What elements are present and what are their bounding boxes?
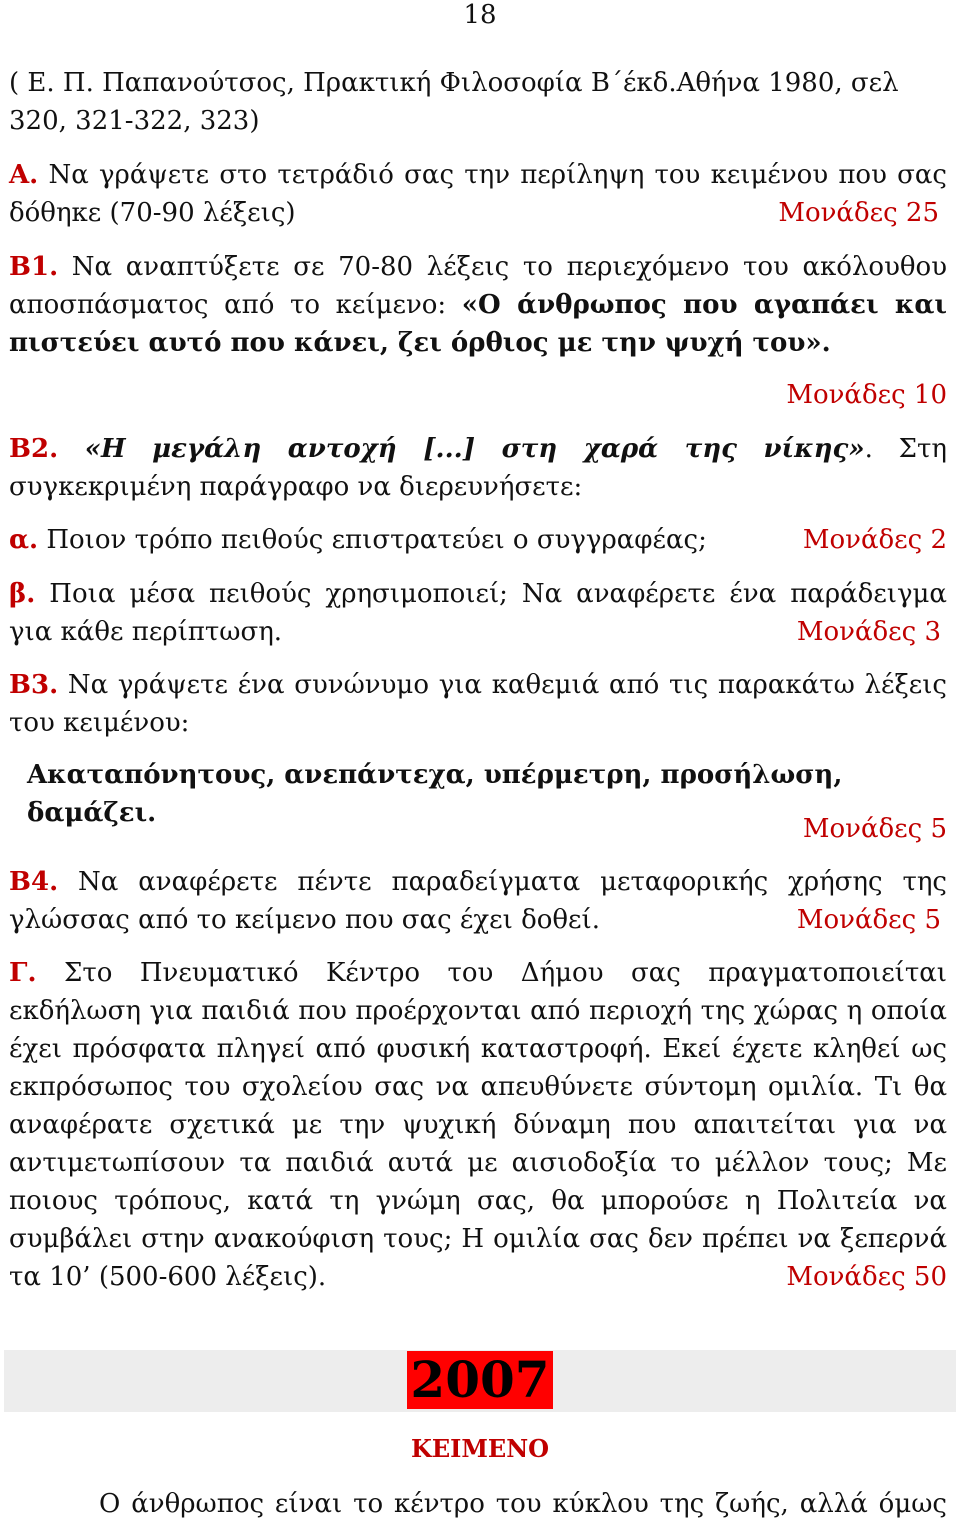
question-b2-a-label: α.	[9, 525, 39, 555]
year-heading: 2007	[0, 1351, 960, 1409]
text-heading: ΚΕΙΜΕΝΟ	[410, 1434, 550, 1463]
question-g-last-line: τα 10’ (500-600 λέξεις). Μονάδες 50	[9, 1258, 947, 1296]
question-b3-units: Μονάδες 5	[802, 814, 947, 844]
question-g-label: Γ.	[9, 958, 37, 988]
question-b4	[9, 863, 947, 939]
question-b1-label: Β1.	[9, 252, 59, 282]
question-b2-b-line-2: για κάθε περίπτωση. Μονάδες 3	[9, 613, 947, 651]
question-a-line-2: δόθηκε (70-90 λέξεις) Μονάδες 25	[9, 194, 947, 232]
question-b2-b	[9, 575, 947, 651]
question-b2-a-units: Μονάδες 2	[802, 525, 947, 555]
page-number: 18	[463, 0, 497, 30]
question-b2-b-label: β.	[9, 579, 36, 609]
question-b2-a-text: Ποιον τρόπο πειθούς επιστρατεύει ο συγγραφέας;	[38, 525, 707, 555]
question-b2-quote: «Η μεγάλη αντοχή [...] στη χαρά της νίκης»	[58, 434, 865, 464]
text-first-line: Ο άνθρωπος είναι το κέντρο του κύκλου της ζωής, αλλά όμως	[99, 1489, 947, 1519]
question-b4-label: Β4.	[9, 867, 59, 897]
question-b3-text: Να γράψετε ένα συνώνυμο για καθεμιά από τις παρακάτω λέξεις του κειμένου:	[9, 670, 947, 738]
question-b1-units-line	[9, 376, 947, 414]
question-b2-label: Β2.	[9, 434, 59, 464]
question-b3-units-line	[9, 810, 947, 848]
question-b4-line-1: Β4. Να αναφέρετε πέντε παραδείγματα μεταφορικής χρήσης της	[9, 867, 947, 897]
question-b1-units: Μονάδες 10	[786, 380, 947, 410]
question-b1-quote: «Ο άνθρωπος που αγαπάει και πιστεύει αυτό που κάνει, ζει όρθιος με την ψυχή του».	[9, 290, 948, 358]
question-b2-text: . Στη συγκεκριμένη παράγραφο να διερευνήσετε:	[9, 434, 947, 502]
question-a-line-1: Α. Να γράψετε στο τετράδιό σας την περίληψη του κειμένου που σας	[9, 160, 947, 190]
question-b4-units: Μονάδες 5	[796, 905, 941, 935]
question-b3-label: Β3.	[9, 670, 59, 700]
question-b2-b-line-1: β. Ποια μέσα πειθούς χρησιμοποιεί; Να αναφέρετε ένα παράδειγμα	[9, 579, 947, 609]
question-b2-a	[9, 521, 947, 559]
question-b2-b-units: Μονάδες 3	[796, 617, 941, 647]
question-b4-line-2: γλώσσας από το κείμενο που σας έχει δοθεί. Μονάδες 5	[9, 901, 947, 939]
citation-line-2: 320, 321-322, 323)	[9, 106, 260, 136]
citation	[9, 64, 947, 140]
question-g-units: Μονάδες 50	[786, 1262, 947, 1292]
question-b1	[9, 248, 947, 362]
question-a-label: Α.	[9, 160, 39, 190]
question-b3	[9, 666, 947, 742]
question-g	[9, 954, 947, 1296]
question-a-units: Μονάδες 25	[778, 198, 939, 228]
citation-line-1: ( Ε. Π. Παπανούτσος, Πρακτική Φιλοσοφία Β΄έκδ.Αθήνα 1980, σελ	[9, 68, 899, 98]
question-b1-text: Να αναπτύξετε σε 70-80 λέξεις το περιεχόμενο του ακόλουθου αποσπάσματος από το κείμενο:	[9, 252, 947, 320]
question-g-body: Γ. Στο Πνευματικό Κέντρο του Δήμου σας πραγματοποιείται εκδήλωση για παιδιά που προέρχονται από περιοχή της χώρας η οποία έχει πρόσφατα πληγεί από φυσική καταστροφή. Εκεί έχετε κληθεί ως εκπρόσωπος του σχολείου σας να απευθύνετε σύντομη ομιλία. Τι θα αναφέρατε σχετικά με την ψυχική δύναμη που απαιτείται για να αντιμετωπίσουν τα παιδιά αυτά με αισιοδοξία το μέλλον τους; Με ποιους τρόπους, κατά τη γνώμη σας, θα μπορούσε η Πολιτεία να συμβάλει στην ανακούφιση τους; Η ομιλία σας δεν πρέπει να ξεπερνά	[9, 958, 947, 1254]
question-a	[9, 156, 947, 232]
question-b2	[9, 430, 947, 506]
question-b3-words: Ακαταπόνητους, ανεπάντεχα, υπέρμετρη, προσήλωση, δαμάζει.	[27, 760, 843, 828]
